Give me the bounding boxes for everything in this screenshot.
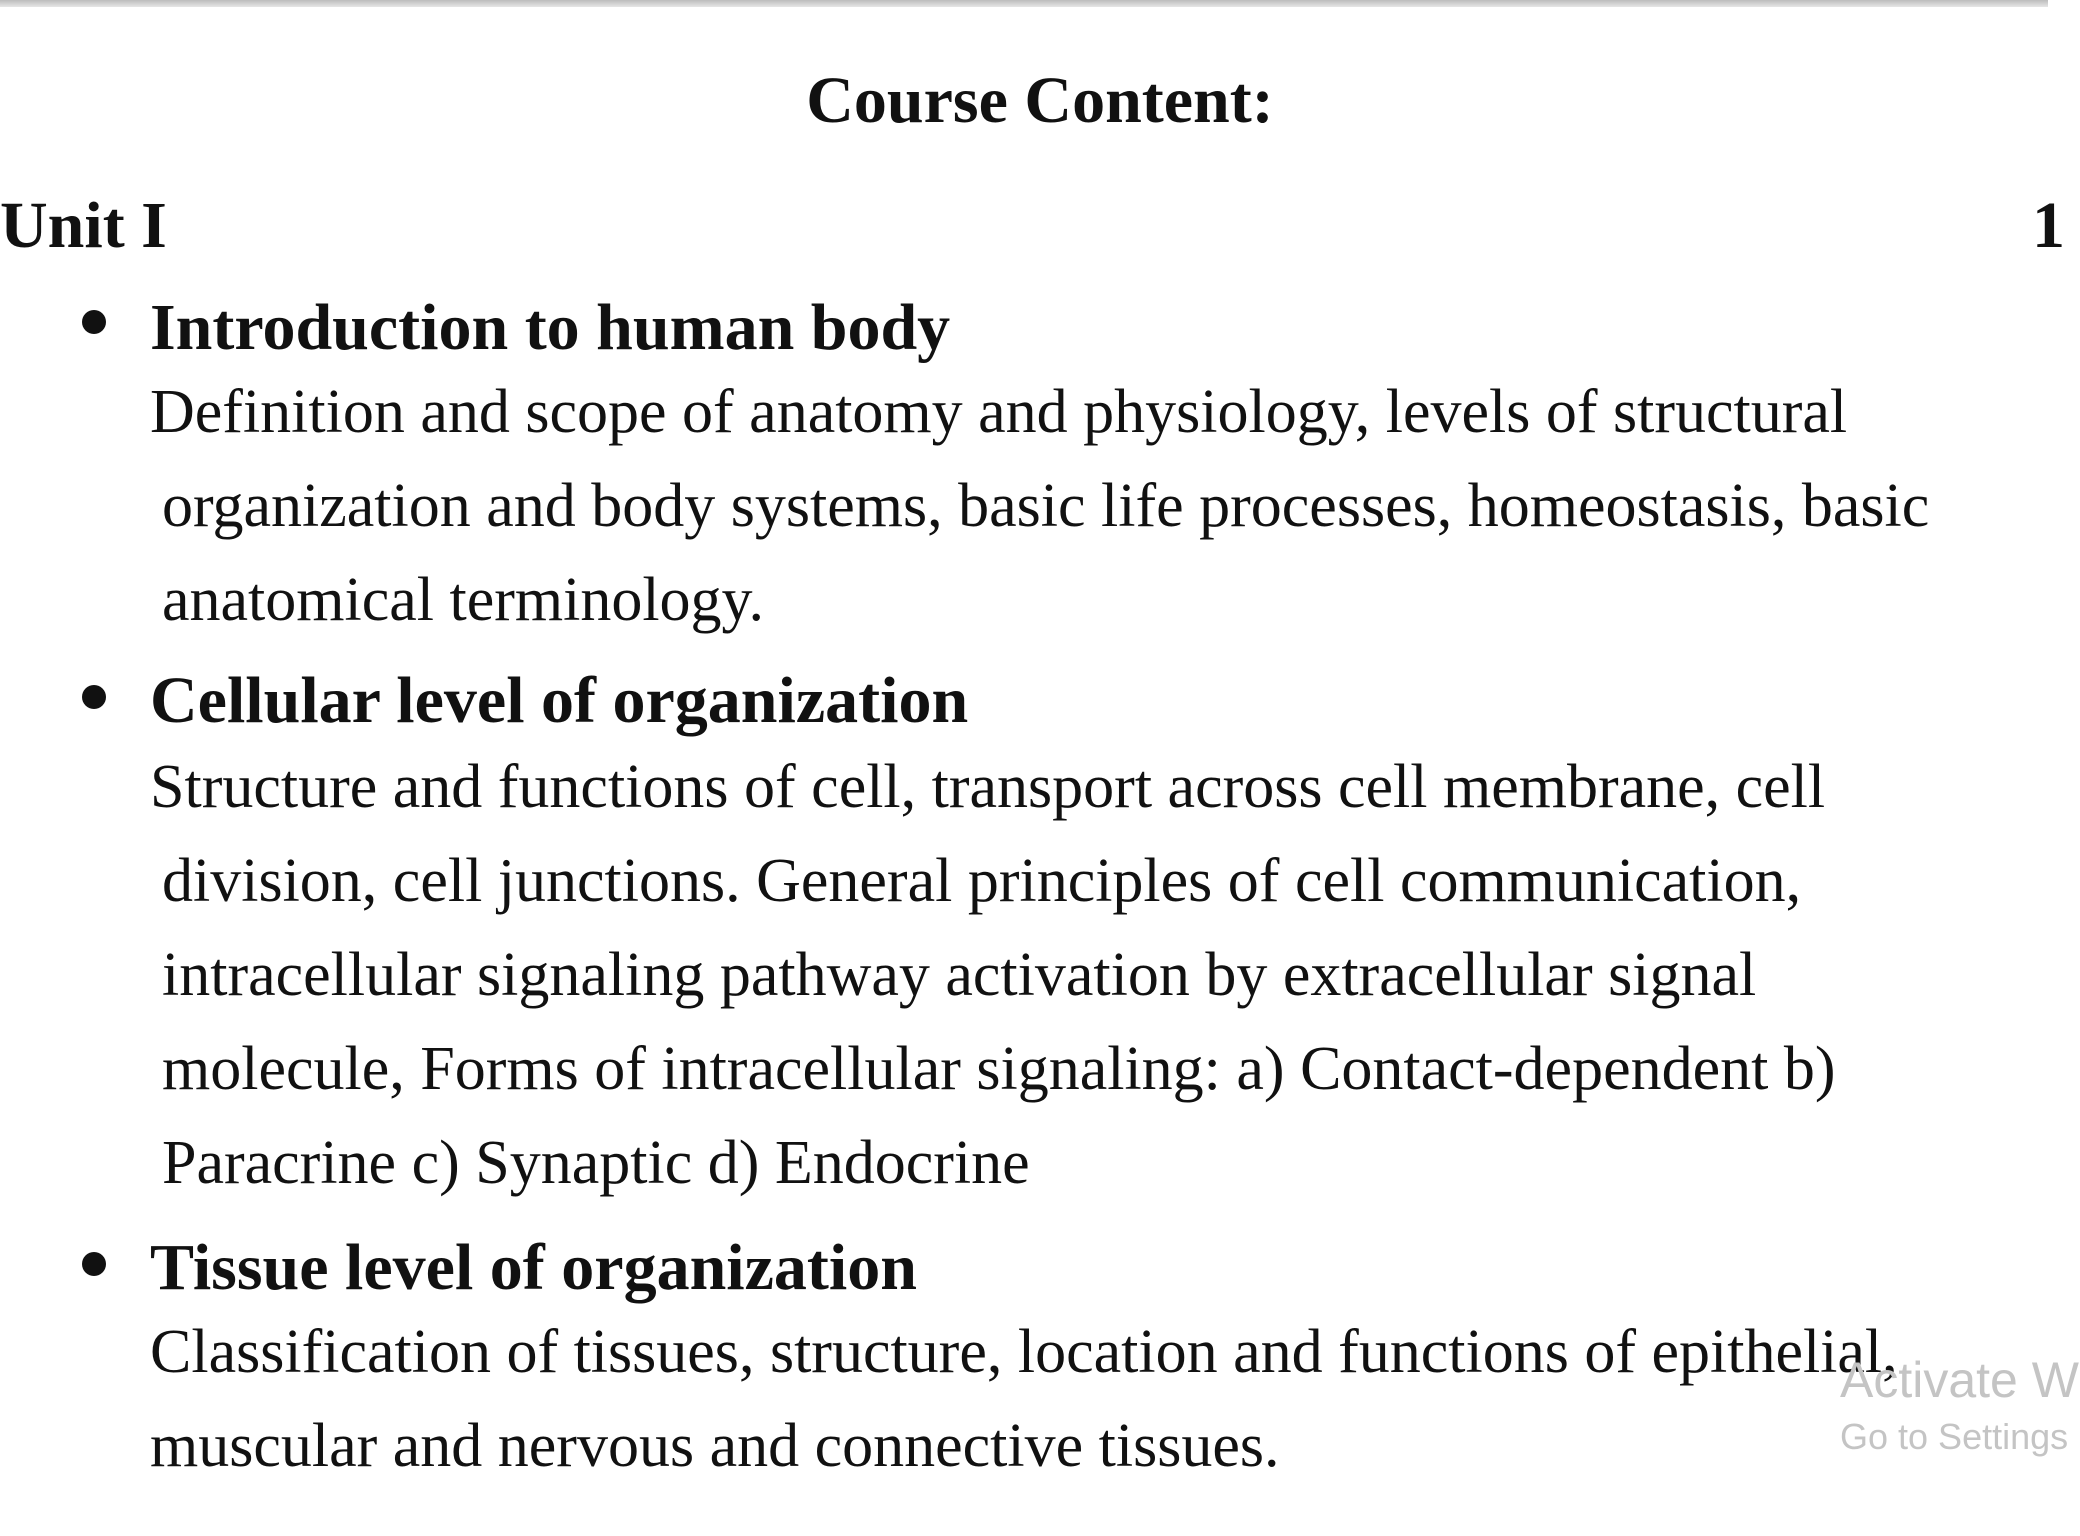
activation-watermark — [1840, 1352, 2079, 1457]
unit-label: Unit I — [0, 189, 167, 262]
topic-heading: Cellular level of organization — [150, 664, 969, 737]
text-line: Classification of tissues, structure, location and functions of epithelial, — [150, 1318, 1898, 1386]
bullet-icon — [82, 685, 106, 709]
text-line: muscular and nervous and connective tissues. — [150, 1412, 1280, 1480]
text-line: molecule, Forms of intracellular signaling: a) Contact-dependent b) — [162, 1035, 1836, 1103]
topic-description — [150, 740, 2000, 1210]
text-line: intracellular signaling pathway activation by extracellular signal — [162, 941, 1757, 1009]
watermark-subtitle: Go to Settings — [1840, 1416, 2069, 1457]
topic-description — [150, 1305, 2000, 1493]
text-line: organization and body systems, basic life processes, homeostasis, basic — [162, 472, 1930, 540]
bullet-icon — [82, 310, 106, 334]
text-line: Paracrine c) Synaptic d) Endocrine — [162, 1129, 1030, 1197]
bullet-icon — [82, 1252, 106, 1276]
text-line: Structure and functions of cell, transport across cell membrane, cell — [150, 753, 1826, 821]
text-line: anatomical terminology. — [162, 566, 765, 634]
page-title: Course Content: — [806, 64, 1274, 137]
text-line: Definition and scope of anatomy and physiology, levels of structural — [150, 378, 1848, 446]
top-border — [0, 0, 2048, 7]
watermark-title: Activate W — [1840, 1352, 2079, 1408]
topic-heading: Tissue level of organization — [150, 1231, 917, 1304]
text-line: division, cell junctions. General principles of cell communication, — [162, 847, 1802, 915]
topic-description — [150, 365, 2000, 647]
unit-hours: 1 — [2032, 189, 2065, 262]
topic-heading: Introduction to human body — [150, 291, 951, 364]
